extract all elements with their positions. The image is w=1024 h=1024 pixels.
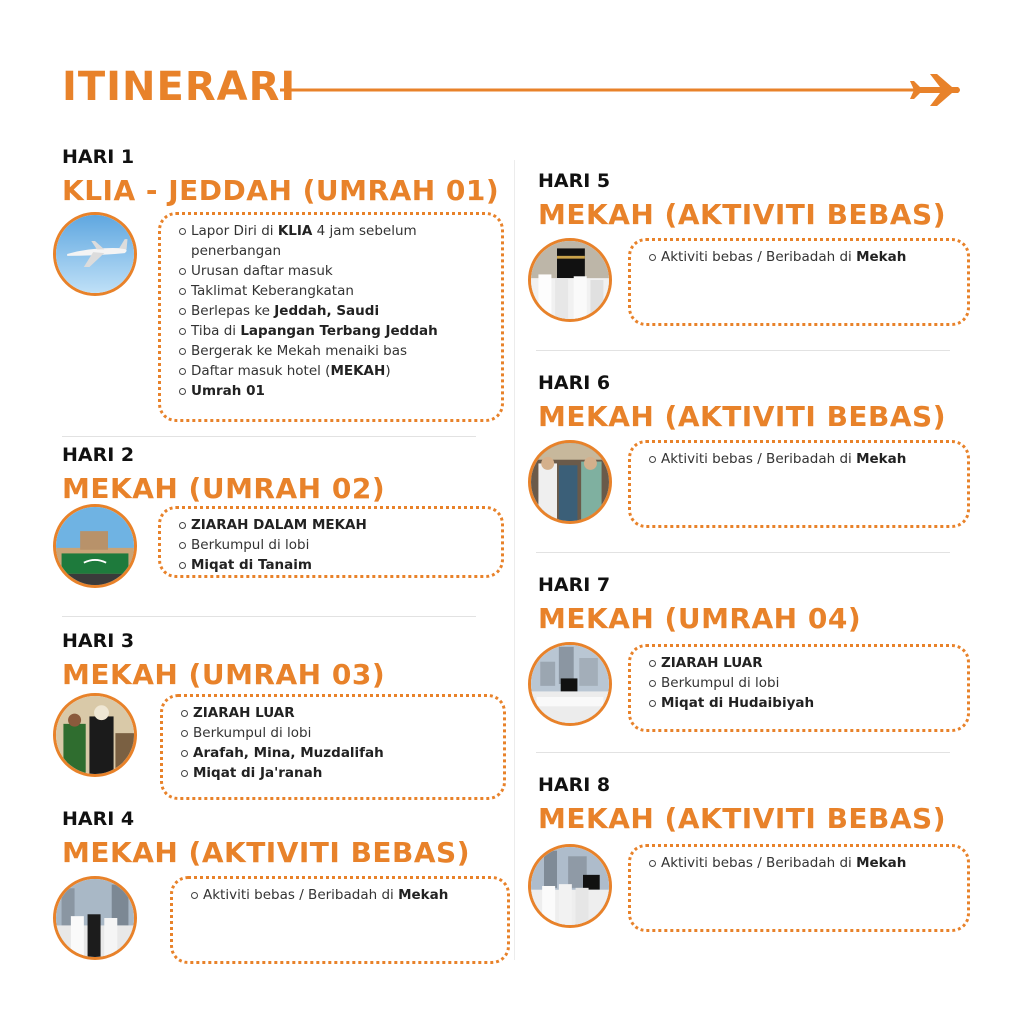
day-4-header	[62, 808, 470, 870]
kaaba-group-photo	[528, 238, 612, 322]
day-7-activities	[628, 644, 970, 732]
activity-text: Daftar masuk hotel (	[191, 363, 331, 379]
day-label: HARI 2	[62, 444, 135, 466]
activity-text: Mekah	[856, 451, 907, 467]
day-6-header	[538, 372, 946, 434]
page-title: ITINERARI	[62, 64, 297, 110]
divider	[536, 752, 950, 753]
day-label: HARI 4	[62, 808, 135, 830]
activity-item	[179, 381, 491, 401]
activity-text: ZIARAH DALAM MEKAH	[191, 517, 367, 533]
plane-line-icon	[280, 72, 962, 108]
activity-item	[179, 261, 491, 281]
day-7-header	[538, 574, 861, 636]
day-title: MEKAH (AKTIVITI BEBAS)	[538, 802, 947, 835]
day-label: HARI 1	[62, 146, 135, 168]
activity-text: MEKAH	[330, 363, 386, 379]
divider	[62, 436, 476, 437]
activity-text: Aktiviti bebas / Beribadah di	[203, 887, 399, 903]
activity-item	[179, 281, 491, 301]
day-1-activities	[158, 212, 504, 422]
day-1-header	[62, 146, 499, 208]
camel-photo	[53, 693, 137, 777]
activity-item	[179, 361, 491, 381]
divider	[536, 350, 950, 351]
day-3-header	[62, 630, 385, 692]
clock-tower-photo	[528, 642, 612, 726]
activity-text: ZIARAH LUAR	[661, 655, 763, 671]
activity-item	[649, 449, 957, 469]
activity-text: Lapor Diri di	[191, 223, 278, 239]
activity-item	[179, 301, 491, 321]
activity-item	[649, 247, 957, 267]
day-label: HARI 8	[538, 774, 611, 796]
activity-item	[179, 221, 491, 261]
activity-text: Aktiviti bebas / Beribadah di	[661, 451, 857, 467]
activity-text: Berkumpul di lobi	[661, 675, 780, 691]
activity-item	[191, 885, 497, 905]
activity-item	[649, 653, 957, 673]
activity-item	[179, 555, 491, 575]
day-6-activities	[628, 440, 970, 528]
activity-item	[179, 535, 491, 555]
haram-group-photo	[528, 844, 612, 928]
day-title: MEKAH (UMRAH 02)	[62, 472, 386, 505]
day-label: HARI 7	[538, 574, 611, 596]
day-label: HARI 6	[538, 372, 611, 394]
activity-item	[179, 321, 491, 341]
women-group-photo	[528, 440, 612, 524]
activity-item	[649, 673, 957, 693]
activity-item	[179, 515, 491, 535]
day-title: MEKAH (UMRAH 04)	[538, 602, 862, 635]
day-title: MEKAH (AKTIVITI BEBAS)	[62, 836, 471, 869]
activity-text: Urusan daftar masuk	[191, 263, 333, 279]
activity-text: Berkumpul di lobi	[193, 725, 312, 741]
activity-text: Berlepas ke	[191, 303, 275, 319]
activity-text: KLIA	[277, 223, 313, 239]
activity-text: )	[385, 363, 391, 379]
activity-text: Miqat di Hudaibiyah	[661, 695, 815, 711]
activity-text: Mekah	[398, 887, 449, 903]
activity-item	[179, 341, 491, 361]
activity-item	[181, 763, 493, 783]
activity-text: Aktiviti bebas / Beribadah di	[661, 855, 857, 871]
activity-item	[181, 743, 493, 763]
activity-text: Miqat di Ja'ranah	[193, 765, 323, 781]
activity-text: Taklimat Keberangkatan	[191, 283, 354, 299]
activity-text: Tiba di	[191, 323, 241, 339]
activity-text: Lapangan Terbang Jeddah	[240, 323, 438, 339]
divider	[62, 616, 476, 617]
airplane-photo	[53, 212, 137, 296]
day-label: HARI 5	[538, 170, 611, 192]
activity-text: Mekah	[856, 249, 907, 265]
activity-text: Aktiviti bebas / Beribadah di	[661, 249, 857, 265]
activity-text: Bergerak ke Mekah menaiki bas	[191, 343, 408, 359]
pilgrims-photo	[53, 876, 137, 960]
day-2-activities	[158, 506, 504, 578]
day-title: MEKAH (AKTIVITI BEBAS)	[538, 198, 947, 231]
activity-item	[181, 703, 493, 723]
column-divider	[514, 160, 515, 960]
day-3-activities	[160, 694, 506, 800]
day-8-activities	[628, 844, 970, 932]
day-8-header	[538, 774, 946, 836]
activity-item	[649, 853, 957, 873]
activity-item	[181, 723, 493, 743]
day-4-activities	[170, 876, 510, 964]
activity-text: Arafah, Mina, Muzdalifah	[193, 745, 384, 761]
day-2-header	[62, 444, 385, 506]
activity-text: 4 jam sebelum penerbangan	[191, 223, 417, 259]
activity-text: Miqat di Tanaim	[191, 557, 312, 573]
activity-text: Mekah	[856, 855, 907, 871]
day-title: MEKAH (AKTIVITI BEBAS)	[538, 400, 947, 433]
divider	[536, 552, 950, 553]
activity-text: Jeddah, Saudi	[274, 303, 380, 319]
day-label: HARI 3	[62, 630, 135, 652]
activity-text: Berkumpul di lobi	[191, 537, 310, 553]
activity-item	[649, 693, 957, 713]
activity-text: ZIARAH LUAR	[193, 705, 295, 721]
day-title: MEKAH (UMRAH 03)	[62, 658, 386, 691]
activity-text: Umrah 01	[191, 383, 265, 399]
day-5-activities	[628, 238, 970, 326]
day-5-header	[538, 170, 946, 232]
group-flag-photo	[53, 504, 137, 588]
day-title: KLIA - JEDDAH (UMRAH 01)	[62, 174, 500, 207]
